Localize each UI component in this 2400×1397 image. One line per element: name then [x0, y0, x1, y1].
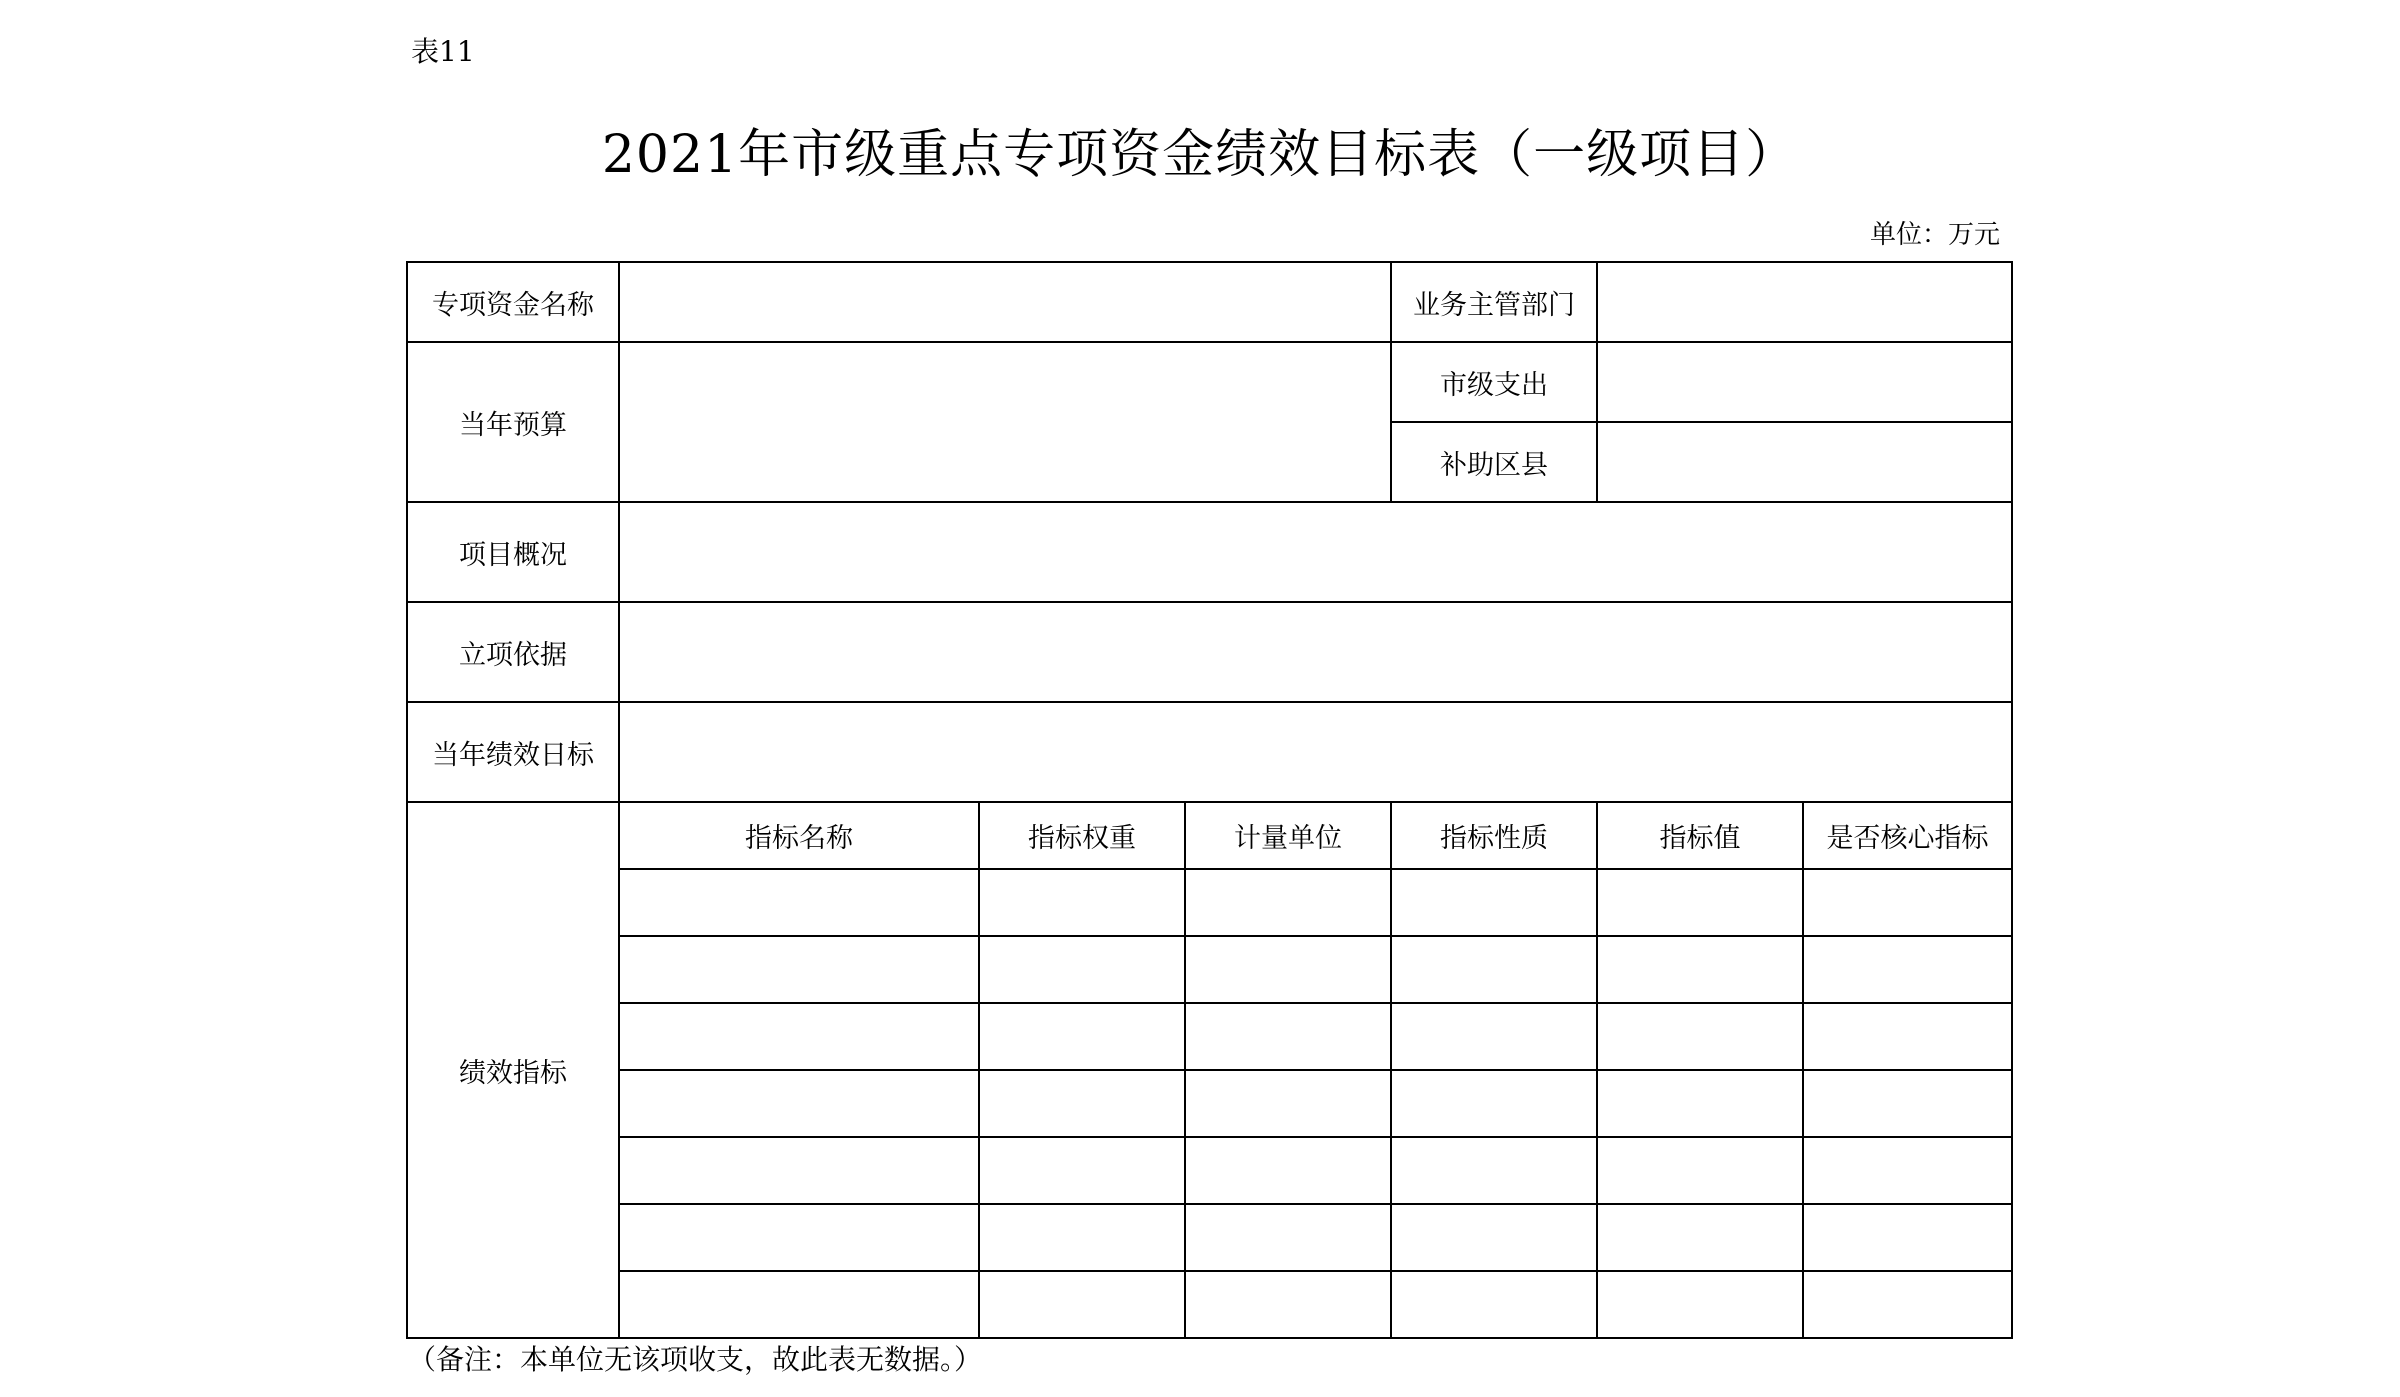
- budget-value: [619, 342, 1391, 502]
- table-cell: [1185, 1271, 1391, 1338]
- table-row: [407, 936, 2012, 1003]
- table-row: [407, 869, 2012, 936]
- table-cell: [979, 1271, 1185, 1338]
- table-cell: [619, 869, 979, 936]
- city-spend-label: 市级支出: [1391, 342, 1597, 422]
- table-cell: [1185, 1070, 1391, 1137]
- table-cell: [1803, 869, 2012, 936]
- header-indicator-weight: 指标权重: [979, 802, 1185, 869]
- basis-row: [407, 602, 2012, 702]
- fund-name-label: 专项资金名称: [407, 262, 619, 342]
- table-cell: [1803, 1271, 2012, 1338]
- table-cell: [979, 1137, 1185, 1204]
- table-cell: [619, 1137, 979, 1204]
- table-cell: [1391, 869, 1597, 936]
- indicator-header-row: [407, 802, 2012, 869]
- header-is-core: 是否核心指标: [1803, 802, 2012, 869]
- header-indicator-name: 指标名称: [619, 802, 979, 869]
- fund-name-value: [619, 262, 1391, 342]
- subsidy-value: [1597, 422, 2012, 502]
- overview-value: [619, 502, 2012, 602]
- table-row: [407, 1271, 2012, 1338]
- table-cell: [1391, 1271, 1597, 1338]
- basis-label: 立项依据: [407, 602, 619, 702]
- table-cell: [1597, 1070, 1803, 1137]
- city-spend-value: [1597, 342, 2012, 422]
- table-cell: [979, 1204, 1185, 1271]
- table-cell: [1597, 1204, 1803, 1271]
- table-cell: [1185, 1204, 1391, 1271]
- table-cell: [1803, 1003, 2012, 1070]
- fund-name-row: [407, 262, 2012, 342]
- table-cell: [1185, 936, 1391, 1003]
- table-cell: [619, 1003, 979, 1070]
- page-title: 2021年市级重点专项资金绩效目标表（一级项目）: [601, 125, 1799, 185]
- unit-label: 单位：万元: [1869, 220, 2000, 250]
- table-row: [407, 1003, 2012, 1070]
- table-cell: [1391, 1003, 1597, 1070]
- table-row: [407, 1070, 2012, 1137]
- table-cell: [619, 936, 979, 1003]
- table-cell: [979, 1070, 1185, 1137]
- budget-row-city: [407, 342, 2012, 422]
- table-cell: [1597, 869, 1803, 936]
- overview-label: 项目概况: [407, 502, 619, 602]
- indicators-label: 绩效指标: [407, 802, 619, 1338]
- table-cell: [1597, 936, 1803, 1003]
- goal-row: [407, 702, 2012, 802]
- table-cell: [1391, 1070, 1597, 1137]
- table-cell: [1391, 1204, 1597, 1271]
- basis-value: [619, 602, 2012, 702]
- table-row: [407, 1204, 2012, 1271]
- table-cell: [1803, 936, 2012, 1003]
- table-cell: [979, 936, 1185, 1003]
- table-cell: [1597, 1003, 1803, 1070]
- header-unit: 计量单位: [1185, 802, 1391, 869]
- table-cell: [1185, 869, 1391, 936]
- table-cell: [619, 1271, 979, 1338]
- subsidy-label: 补助区县: [1391, 422, 1597, 502]
- dept-label: 业务主管部门: [1391, 262, 1597, 342]
- footnote: （备注：本单位无该项收支，故此表无数据。）: [408, 1343, 983, 1376]
- table-cell: [979, 1003, 1185, 1070]
- table-cell: [1185, 1137, 1391, 1204]
- table-row: [407, 1137, 2012, 1204]
- table-cell: [1185, 1003, 1391, 1070]
- performance-target-table: [406, 261, 2013, 1339]
- budget-label: 当年预算: [407, 342, 619, 502]
- header-nature: 指标性质: [1391, 802, 1597, 869]
- table-cell: [619, 1070, 979, 1137]
- table-number: 表11: [411, 35, 475, 68]
- table-cell: [1391, 936, 1597, 1003]
- table-cell: [1597, 1137, 1803, 1204]
- header-value: 指标值: [1597, 802, 1803, 869]
- goal-label: 当年绩效日标: [407, 702, 619, 802]
- overview-row: [407, 502, 2012, 602]
- table-cell: [1597, 1271, 1803, 1338]
- table-cell: [619, 1204, 979, 1271]
- table-cell: [1803, 1204, 2012, 1271]
- table-cell: [1803, 1070, 2012, 1137]
- table-cell: [979, 869, 1185, 936]
- goal-value: [619, 702, 2012, 802]
- table-cell: [1803, 1137, 2012, 1204]
- table-cell: [1391, 1137, 1597, 1204]
- dept-value: [1597, 262, 2012, 342]
